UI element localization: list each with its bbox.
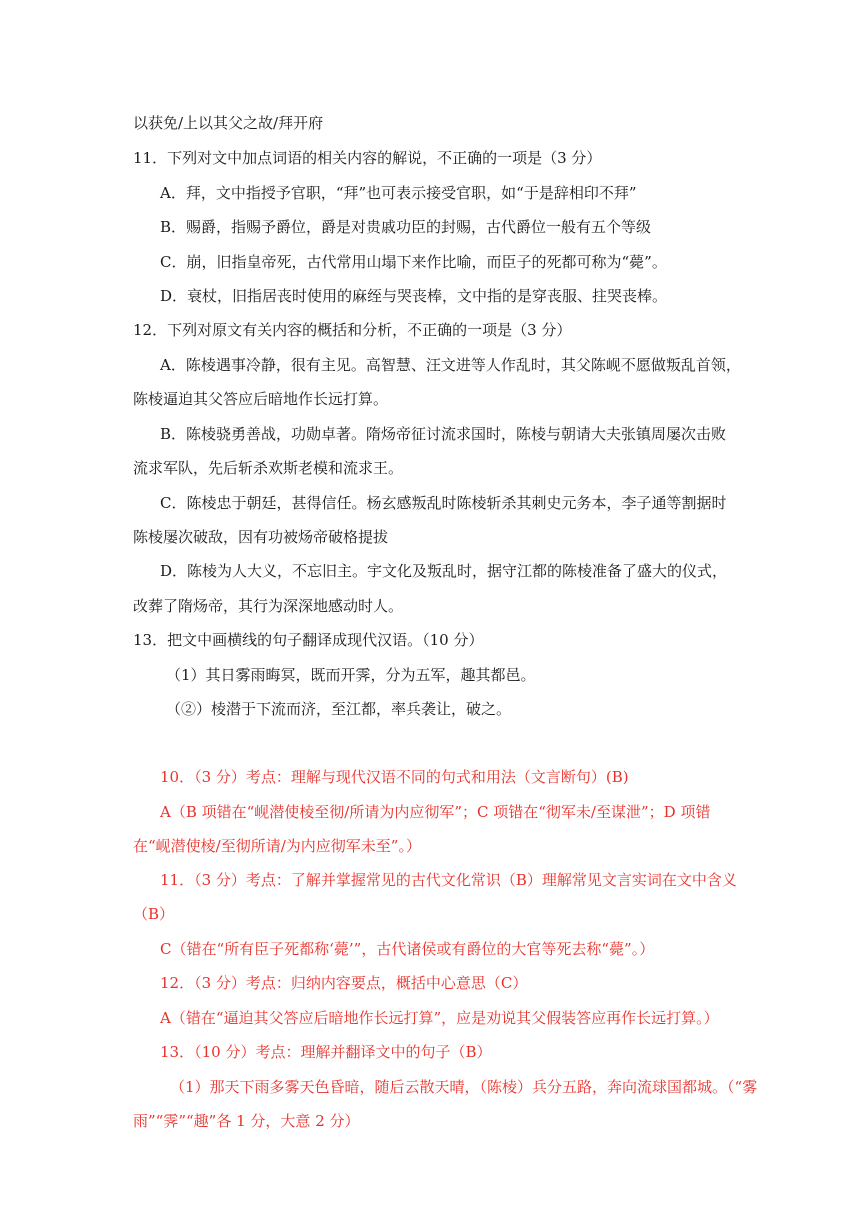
- question-11-stem: 11．下列对文中加点词语的相关内容的解说，不正确的一项是（3 分）: [133, 149, 602, 167]
- question-11-option-b: B．赐爵，指赐予爵位，爵是对贵戚功臣的封赐，古代爵位一般有五个等级: [160, 218, 652, 236]
- answer-13-line1: （1）那天下雨多雾天色昏暗，随后云散天晴，（陈棱）兵分五路，奔向流球国都城。（“雾: [170, 1078, 758, 1096]
- answer-10-line1: A（B 项错在“岘潜使棱至彻/所请为内应彻军”；C 项错在“彻军未/至谋泄”；D 项错: [160, 803, 711, 821]
- intro-tail: 以获免/上以其父之故/拜开府: [133, 114, 324, 132]
- question-12-option-a-line2: 陈棱逼迫其父答应后暗地作长远打算。: [133, 390, 389, 408]
- question-12-option-b-line2: 流求军队，先后斩杀欢斯老模和流求王。: [133, 459, 404, 477]
- question-12-option-d-line1: D．陈棱为人大义，不忘旧主。宇文化及叛乱时，据守江都的陈棱准备了盛大的仪式，: [160, 562, 728, 580]
- question-13-sentence-2: （②）棱潜于下流而济，至江都，率兵袭让，破之。: [166, 700, 512, 718]
- answer-11-header-wrap: （B）: [133, 905, 175, 923]
- answer-12-header: 12．（3 分）考点：归纳内容要点，概括中心意思（C）: [160, 974, 528, 992]
- question-11-option-a: A．拜，文中指授予官职，“拜”也可表示接受官职，如“于是辞相印不拜”: [160, 184, 637, 202]
- answer-11-line1: C（错在“所有臣子死都称‘薨’”，古代诸侯或有爵位的大官等死去称“薨”。）: [160, 940, 655, 958]
- question-13-sentence-1: （1）其日雾雨晦冥，既而开霁，分为五军，趣其都邑。: [166, 666, 536, 684]
- question-11-option-d: D．衰杖，旧指居丧时使用的麻绖与哭丧棒，文中指的是穿丧服、拄哭丧棒。: [160, 287, 668, 305]
- question-12-option-c-line2: 陈棱屡次破敌，因有功被炀帝破格提拔: [133, 528, 389, 546]
- answer-10-header: 10．（3 分）考点：理解与现代汉语不同的句式和用法（文言断句）(B): [160, 768, 629, 786]
- answer-13-line2: 雨”“霁”“趣”各 1 分，大意 2 分）: [133, 1112, 360, 1130]
- answer-13-header: 13．（10 分）考点：理解并翻译文中的句子（B）: [160, 1043, 492, 1061]
- question-12-option-c-line1: C．陈棱忠于朝廷，甚得信任。杨玄感叛乱时陈棱斩杀其刺史元务本，李子通等割据时: [160, 494, 727, 512]
- question-12-option-b-line1: B．陈棱骁勇善战，功勋卓著。隋炀帝征讨流求国时，陈棱与朝请大夫张镇周屡次击败: [160, 425, 727, 443]
- answer-10-line2: 在“岘潜使棱/至彻所请/为内应彻军未至”。）: [133, 837, 421, 855]
- question-12-option-a-line1: A．陈棱遇事冷静，很有主见。高智慧、汪文进等人作乱时，其父陈岘不愿做叛乱首领，: [160, 356, 741, 374]
- question-11-option-c: C．崩，旧指皇帝死，古代常用山塌下来作比喻，而臣子的死都可称为“薨”。: [160, 253, 667, 271]
- answer-12-line1: A（错在“逼迫其父答应后暗地作长远打算”，应是劝说其父假装答应再作长远打算。）: [160, 1009, 719, 1027]
- answer-11-header: 11．（3 分）考点：了解并掌握常见的古代文化常识（B）理解常见文言实词在文中含义: [160, 871, 737, 889]
- question-12-option-d-line2: 改葬了隋炀帝，其行为深深地感动时人。: [133, 597, 404, 615]
- question-13-stem: 13．把文中画横线的句子翻译成现代汉语。（10 分）: [133, 631, 484, 649]
- question-12-stem: 12．下列对原文有关内容的概括和分析，不正确的一项是（3 分）: [133, 321, 572, 339]
